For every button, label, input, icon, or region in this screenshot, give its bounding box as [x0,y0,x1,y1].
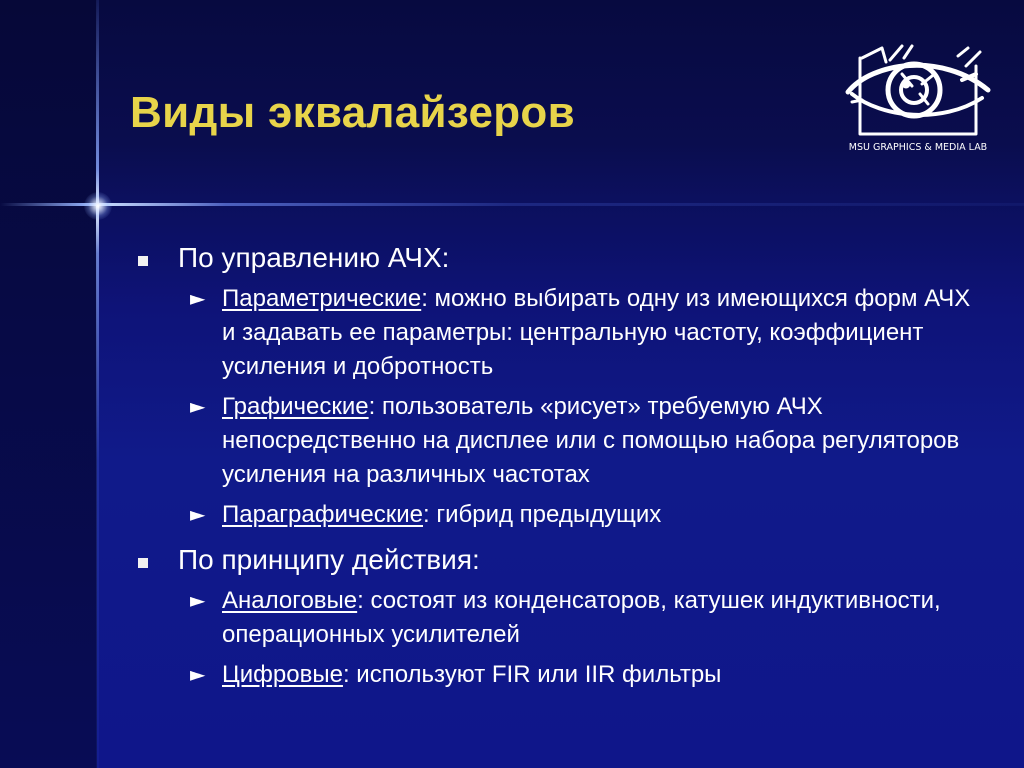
sub-item [190,658,998,692]
description: : можно выбирать одну из имеющихся форм АЧХ и задавать ее параметры: центральную частоту, коэффициент усиления и добротность [222,285,971,380]
description: : гибрид предыдущих [423,501,662,528]
vertical-glow-line [96,0,99,768]
term: Цифровые [222,661,343,688]
square-bullet-icon [138,256,148,266]
term: Параметрические [222,285,422,312]
term: Параграфические [222,501,423,528]
logo-caption: MSU GRAPHICS & MEDIA LAB [848,142,988,153]
sub-list [190,282,998,532]
section-item [138,238,998,278]
slide-title: Виды эквалайзеров [130,88,575,137]
triangle-bullet-icon: ► [190,394,206,418]
sub-item-text [222,390,982,492]
triangle-bullet-icon: ► [190,502,206,526]
sparkle-star [84,192,112,220]
sub-item [190,498,998,532]
sub-item-text [222,498,982,532]
description: : пользователь «рисует» требуемую АЧХ непосредственно на дисплее или с помощью набора регуляторов усиления на различных частотах [222,393,960,488]
msu-logo [838,44,998,160]
triangle-bullet-icon: ► [190,662,206,686]
section-label: По управлению АЧХ: [178,242,450,273]
description: : состоят из конденсаторов, катушек индуктивности, операционных усилителей [222,587,941,648]
bullet-content [138,238,998,700]
sub-item-text [222,282,982,384]
triangle-bullet-icon: ► [190,588,206,612]
square-bullet-icon [138,558,148,568]
sub-item [190,282,998,384]
triangle-bullet-icon: ► [190,286,206,310]
sub-item-text [222,584,982,652]
term: Графические [222,393,369,420]
term: Аналоговые [222,587,358,614]
eye-logo-icon [842,44,992,142]
sub-item-text [222,658,982,692]
sub-list [190,584,998,692]
section-label: По принципу действия: [178,544,480,575]
section-item [138,540,998,580]
description: : используют FIR или IIR фильтры [342,661,722,688]
sub-item [190,584,998,652]
horizontal-glow-line [0,203,1024,206]
left-strip [0,0,97,768]
sub-item [190,390,998,492]
